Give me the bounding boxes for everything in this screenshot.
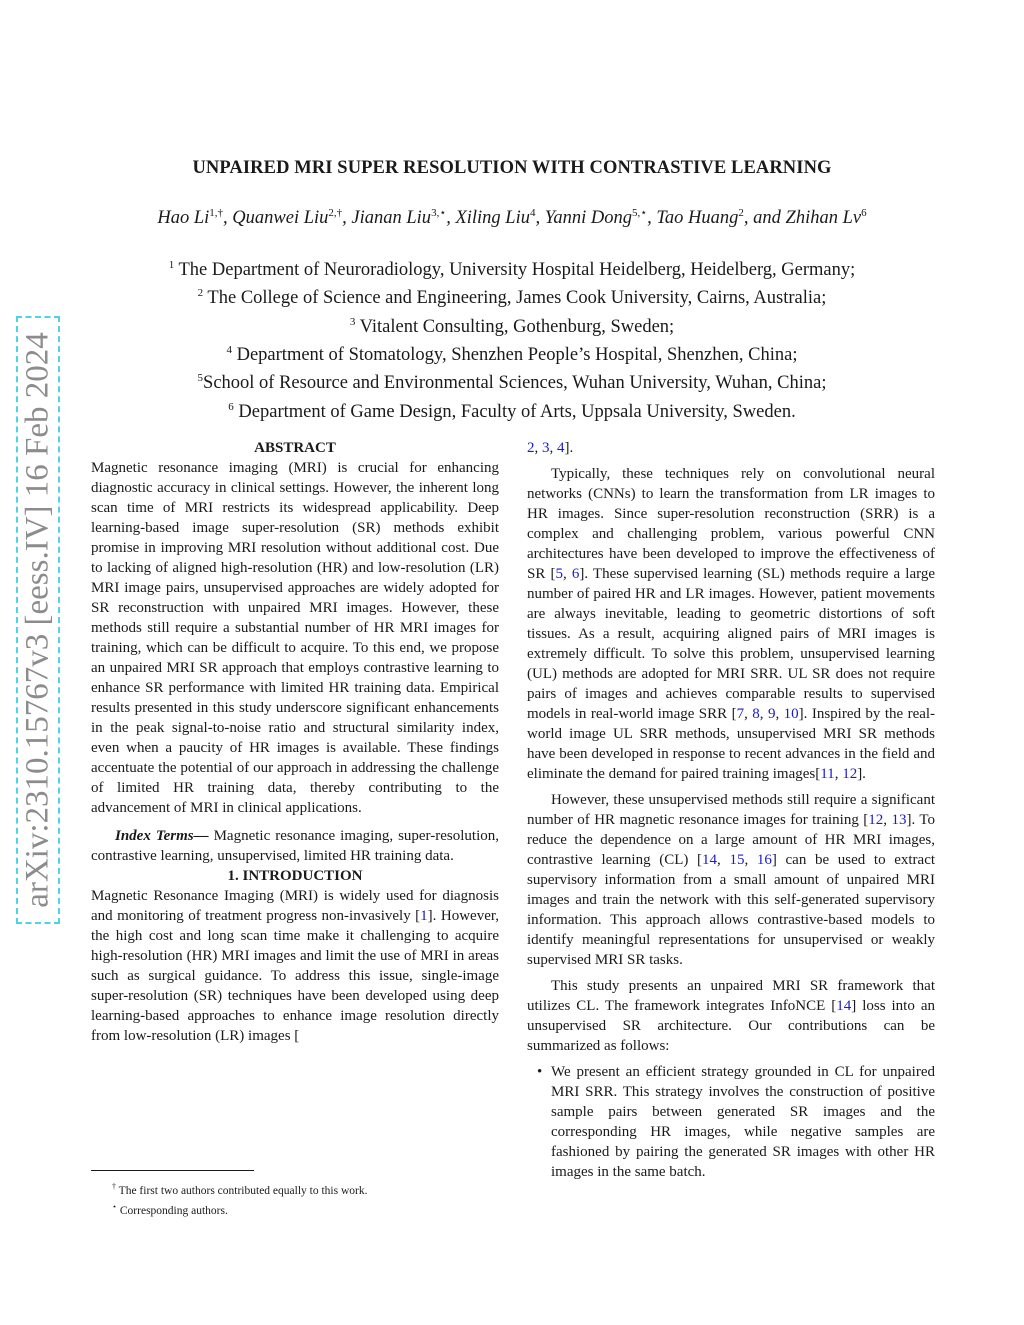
footnote-text: The first two authors contributed equally to this work. — [116, 1184, 368, 1197]
affiliation-text: School of Resource and Environmental Sciences, Wuhan University, Wuhan, China; — [203, 373, 827, 394]
author-mark: 3,⋆ — [431, 207, 447, 219]
author-separator: , and — [743, 208, 786, 229]
intro-paragraph-1-continued: 2, 3, 4]. — [527, 440, 574, 456]
footnotes — [112, 1179, 367, 1219]
author-mark: 4 — [529, 207, 536, 219]
footnote — [112, 1199, 367, 1219]
citation-link[interactable]: 12 — [842, 766, 858, 782]
contribution-item: • We present an efficient strategy grounded in CL for unpaired MRI SRR. This strategy involves the construction of positive sample pairs between generated SR images and the corresponding HR images, while negative samples are fashioned by pairing the generated SR images with other HR images in the same batch. — [551, 1062, 935, 1182]
affiliation-line — [0, 367, 1024, 395]
citation-link[interactable]: 10 — [783, 706, 799, 722]
intro-paragraph-1: Magnetic Resonance Imaging (MRI) is widely used for diagnosis and monitoring of treatment progress non-invasively [1]. However, the high cost and long scan time make it challenging to acquire high-resolution (HR) MRI images and limit the use of MRI in areas such as surgical guidance. To address this issue, single-image super-resolution (SR) techniques have been developed using deep learning-based approaches to enhance image resolution directly from low-resolution (LR) images [ — [91, 888, 499, 1044]
citation-link[interactable]: 8 — [752, 706, 760, 722]
citation-link[interactable]: 3 — [542, 440, 550, 456]
author-list — [0, 206, 1024, 229]
affiliation-number: 6 — [228, 400, 234, 413]
author-mark: 2,† — [328, 207, 343, 219]
footnote-text: Corresponding authors. — [117, 1204, 228, 1217]
affiliation-text: Department of Stomatology, Shenzhen People’s Hospital, Shenzhen, China; — [231, 345, 798, 366]
citation-link[interactable]: 6 — [571, 566, 580, 582]
affiliation-list — [0, 254, 1024, 424]
footnote-mark: † — [112, 1182, 116, 1191]
author-separator: , — [535, 208, 545, 229]
citation-link[interactable]: 11 — [820, 766, 835, 782]
abstract-heading: ABSTRACT — [254, 440, 336, 456]
affiliation-number: 2 — [197, 287, 204, 300]
author-separator: , — [342, 208, 352, 229]
affiliation-line — [0, 311, 1024, 339]
index-terms — [91, 826, 499, 866]
contribution-list — [527, 1062, 935, 1182]
author-name: Xiling Liu — [455, 208, 530, 229]
citation-link[interactable]: 16 — [756, 852, 772, 868]
citation-link[interactable]: 12 — [868, 812, 884, 828]
intro-paragraph-4: This study presents an unpaired MRI SR framework that utilizes CL. The framework integrates InfoNCE [14] loss into an unsupervised SR architecture. Our contributions can be summarized as follows: — [527, 978, 935, 1054]
author-name: Tao Huang — [656, 208, 739, 229]
author-mark: 1,† — [209, 207, 224, 219]
affiliation-text: Department of Game Design, Faculty of Arts, Uppsala University, Sweden. — [233, 401, 796, 422]
intro-paragraph-3: However, these unsupervised methods still require a significant number of HR magnetic resonance images for training [12, 13]. To reduce the dependence on a large amount of HR MRI images, contrastive learning (CL) [14, 15, 16] can be used to extract supervisory information from a small amount of unpaired MRI images and train the network with this self-generated supervisory information. This approach allows contrastive-based models to identify meaningful representations for unsupervised or weakly supervised MRI SR tasks. — [527, 792, 936, 968]
abstract-text: Magnetic resonance imaging (MRI) is crucial for enhancing diagnostic accuracy in clinical settings. However, the inherent long scan time of MRI restricts its widespread applicability. Deep learning-based image super-resolution (SR) methods exhibit promise in improving MRI resolution without additional cost. Due to lacking of aligned high-resolution (HR) and low-resolution (LR) MRI image pairs, unsupervised approaches are widely adopted for SR reconstruction with unpaired MRI images. However, these methods still require a substantial number of HR MRI images for training, which can be difficult to acquire. To this end, we propose an unpaired MRI SR approach that employs contrastive learning to enhance SR performance with limited HR training data. Empirical results presented in this study underscore significant enhancements in the peak signal-to-noise ratio and structural similarity index, even when a paucity of HR images is available. These findings accentuate the potential of our approach in addressing the challenge of limited HR training data, thereby contributing to the advancement of MRI in clinical applications. — [91, 460, 499, 816]
index-terms-label: Index Terms— — [115, 828, 209, 844]
affiliation-line — [0, 254, 1024, 282]
intro-paragraph-2: Typically, these techniques rely on convolutional neural networks (CNNs) to learn the transformation from LR images to HR images. Since super-resolution reconstruction (SRR) is a complex and challenging problem, various powerful CNN architectures have been developed to improve the effectiveness of SR [5, 6]. These supervised learning (SL) methods require a large number of paired HR and LR images. However, patient movements are always inevitable, leading to geometric distortions of soft tissues. As a result, acquiring aligned pairs of MRI images is extremely difficult. To solve this problem, unsupervised learning (UL) methods are adopted for MRI SRR. UL SR does not require pairs of images and achieves comparable results to supervised models in real-world image SRR [7, 8, 9, 10]. Inspired by the real-world image UL SRR methods, unsupervised MRI SR methods have been developed in response to recent advances in the field and eliminate the demand for paired training images[11, 12]. — [527, 466, 936, 782]
affiliation-number: 1 — [168, 259, 175, 271]
citation-link[interactable]: 14 — [836, 998, 852, 1014]
citation-link[interactable]: 2 — [527, 440, 535, 456]
author-separator: , — [446, 208, 456, 229]
citation-link[interactable]: 7 — [736, 706, 745, 722]
affiliation-text: The Department of Neuroradiology, University Hospital Heidelberg, Heidelberg, Germany; — [174, 260, 856, 281]
paper-title: UNPAIRED MRI SUPER RESOLUTION WITH CONTRASTIVE LEARNING — [192, 158, 832, 178]
citation-link[interactable]: 4 — [557, 440, 565, 456]
affiliation-line — [0, 282, 1024, 310]
footnote-mark: ⋆ — [112, 1201, 118, 1211]
arxiv-identifier-text: arXiv:2310.15767v3 [eess.IV] 16 Feb 2024 — [19, 332, 56, 908]
author-name: Zhihan Lv — [785, 208, 862, 229]
author-mark: 5,⋆ — [631, 207, 648, 219]
author-mark: 2 — [738, 207, 744, 219]
footnote — [112, 1179, 367, 1199]
footnote-divider — [91, 1170, 254, 1171]
citation-link[interactable]: 1 — [420, 908, 428, 924]
left-column — [91, 438, 499, 1046]
affiliation-line — [0, 339, 1024, 367]
author-name: Jianan Liu — [351, 208, 432, 229]
right-column — [527, 438, 935, 1182]
citation-link[interactable]: 9 — [767, 706, 776, 722]
author-name: Hao Li — [157, 208, 210, 229]
introduction-heading: 1. INTRODUCTION — [227, 868, 363, 884]
affiliation-number: 5 — [197, 372, 204, 385]
index-terms-text: Magnetic resonance imaging, super-resolution, contrastive learning, unsupervised, limited HR training data. — [91, 828, 499, 864]
author-separator: , — [223, 208, 233, 229]
author-name: Quanwei Liu — [232, 208, 329, 229]
author-mark: 6 — [861, 207, 867, 219]
citation-link[interactable]: 13 — [891, 812, 907, 828]
affiliation-number: 3 — [349, 315, 356, 328]
author-separator: , — [647, 208, 657, 229]
affiliation-text: Vitalent Consulting, Gothenburg, Sweden; — [355, 316, 675, 337]
citation-link[interactable]: 15 — [729, 852, 745, 868]
affiliation-number: 4 — [226, 344, 232, 357]
citation-link[interactable]: 14 — [702, 852, 718, 868]
affiliation-line — [0, 396, 1024, 424]
citation-link[interactable]: 5 — [555, 566, 563, 582]
affiliation-text: The College of Science and Engineering, James Cook University, Cairns, Australia; — [203, 288, 827, 309]
author-name: Yanni Dong — [544, 208, 632, 229]
